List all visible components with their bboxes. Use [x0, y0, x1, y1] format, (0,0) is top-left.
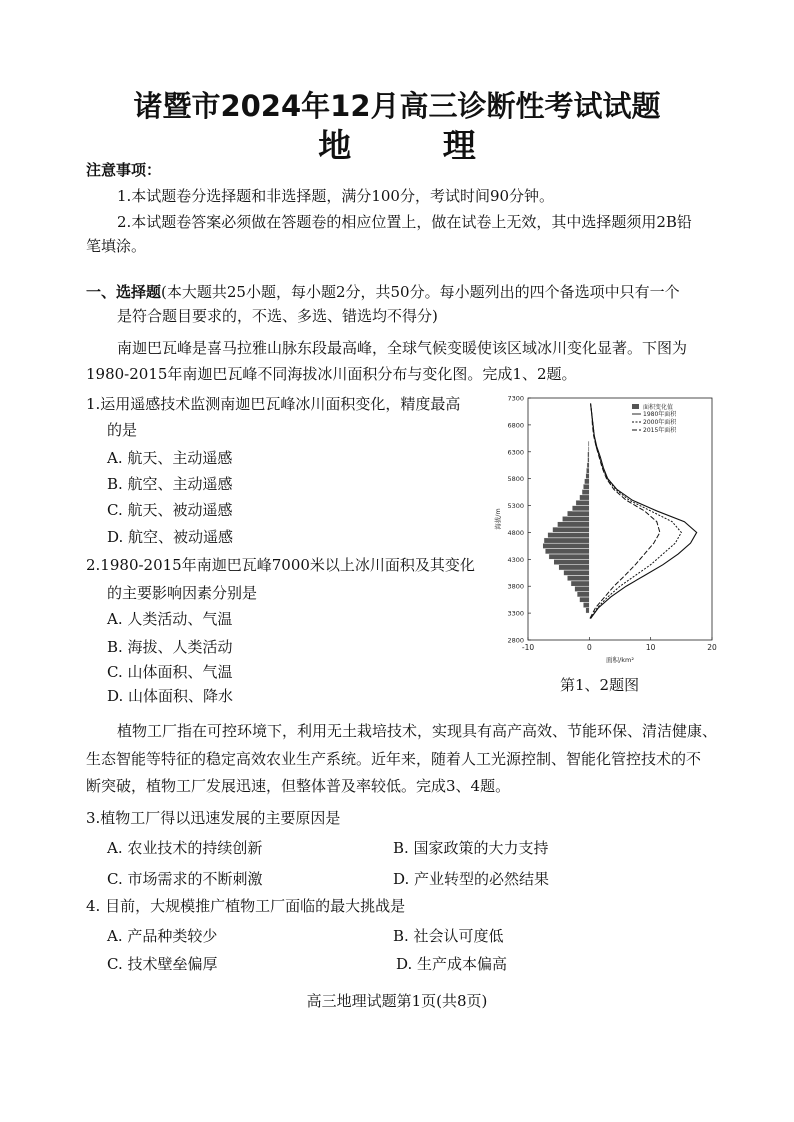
exam-title: 诸暨市2024年12月高三诊断性考试试题: [133, 89, 661, 123]
area-change-bar: [548, 532, 590, 537]
area-change-bar: [562, 516, 589, 521]
plot-frame: [528, 398, 712, 640]
area-change-bar: [577, 592, 589, 597]
area-change-bar: [588, 441, 589, 446]
area-change-bar: [544, 538, 589, 543]
question-3-stem: 3.植物工厂得以迅速发展的主要原因是: [86, 809, 341, 827]
passage-2-line-3: 断突破，植物工厂发展迅速，但整体普及率较低。完成3、4题。: [86, 777, 511, 795]
area-change-bar: [584, 479, 589, 484]
y-tick-label: 7300: [507, 394, 524, 403]
area-change-bar: [543, 543, 590, 548]
passage-2-line-2: 生态智能等特征的稳定高效农业生产系统。近年来，随着人工光源控制、智能化管控技术的不: [86, 750, 702, 768]
question-3-option-d: D. 产业转型的必然结果: [393, 870, 550, 888]
area-change-bar: [567, 575, 589, 580]
area-change-bar: [586, 473, 590, 478]
question-4-option-a: A. 产品种类较少: [107, 927, 218, 945]
area-change-bar: [572, 506, 589, 511]
area-change-bar: [576, 500, 589, 505]
question-3-option-b: B. 国家政策的大力支持: [393, 839, 549, 857]
area-change-bar: [586, 468, 589, 473]
area-change-bar: [567, 511, 589, 516]
area-change-bar: [582, 489, 589, 494]
y-tick-label: 3800: [507, 582, 524, 591]
y-tick-label: 6300: [507, 448, 524, 457]
notes-item-1: 1.本试题卷分选择题和非选择题，满分100分，考试时间90分钟。: [117, 187, 555, 205]
y-tick-label: 5800: [507, 475, 524, 484]
notes-heading: 注意事项：: [86, 161, 162, 179]
y-tick-label: 3300: [507, 609, 524, 618]
area-change-bar: [549, 554, 589, 559]
figure-caption: 第1、2题图: [560, 676, 640, 694]
y-tick-label: 4800: [507, 528, 524, 537]
area-change-bar: [545, 549, 589, 554]
area-change-bar: [580, 597, 590, 602]
section-description-line-2: 是符合题目要求的，不选、多选、错选均不得分): [117, 307, 438, 325]
area-change-bar: [559, 565, 590, 570]
question-3-option-a: A. 农业技术的持续创新: [107, 839, 263, 857]
question-2-option-a: A. 人类活动、气温: [107, 610, 233, 628]
page-footer: 高三地理试题第1页(共8页): [306, 992, 488, 1010]
x-tick-label: 10: [645, 643, 656, 652]
legend-swatch-change: [632, 404, 639, 409]
area-change-bar: [587, 463, 589, 468]
passage-2-line-1: 植物工厂指在可控环境下，利用无土栽培技术，实现具有高产高效、节能环保、清洁健康、: [117, 722, 718, 740]
y-axis-label: 海拔/m: [494, 508, 502, 530]
y-tick-label: 2800: [507, 636, 524, 645]
legend-label-series-2: 2000年面积: [643, 419, 677, 426]
area-change-bar: [571, 581, 589, 586]
question-4-option-d: D. 生产成本偏高: [396, 955, 508, 973]
question-3-option-c: C. 市场需求的不断刺激: [107, 870, 263, 888]
x-tick-label: 0: [586, 643, 592, 652]
passage-1-line-2: 1980-2015年南迦巴瓦峰不同海拔冰川面积分布与变化图。完成1、2题。: [86, 365, 577, 383]
question-4-stem: 4. 目前，大规模推广植物工厂面临的最大挑战是: [86, 897, 406, 915]
area-change-bar: [554, 559, 590, 564]
y-tick-label: 4300: [507, 555, 524, 564]
area-change-bar: [575, 586, 590, 591]
question-4-option-c: C. 技术壁垒偏厚: [107, 955, 218, 973]
legend-label-change: 面积变化值: [643, 404, 674, 411]
passage-1-line-1: 南迦巴瓦峰是喜马拉雅山脉东段最高峰，全球气候变暖使该区域冰川变化显著。下图为: [117, 339, 688, 357]
section-heading: 一、选择题: [86, 283, 162, 301]
glacier-area-chart: [490, 388, 730, 666]
area-change-bar: [553, 527, 590, 532]
x-axis-label: 面积/km²: [606, 656, 634, 664]
section-heading-line-1: [86, 282, 680, 302]
y-tick-label: 6800: [507, 421, 524, 430]
subject-title: 地 理: [318, 126, 516, 165]
question-1-option-c: C. 航天、被动遥感: [107, 501, 233, 519]
question-1-option-b: B. 航空、主动遥感: [107, 475, 233, 493]
question-2-option-c: C. 山体面积、气温: [107, 663, 233, 681]
y-tick-label: 5300: [507, 502, 524, 511]
x-tick-label: 20: [707, 643, 717, 652]
question-1-stem-line-1: 1.运用遥感技术监测南迦巴瓦峰冰川面积变化，精度最高: [86, 395, 461, 413]
area-change-bar: [564, 570, 590, 575]
question-1-option-a: A. 航天、主动遥感: [107, 449, 233, 467]
question-2-stem-line-1: 2.1980-2015年南迦巴瓦峰7000米以上冰川面积及其变化: [86, 556, 475, 574]
area-change-bar: [583, 602, 589, 607]
question-4-option-b: B. 社会认可度低: [393, 927, 504, 945]
area-change-bar: [588, 446, 589, 451]
legend-label-series-3: 2015年面积: [643, 427, 677, 434]
question-1-stem-line-2: 的是: [107, 421, 138, 439]
area-change-bar: [587, 457, 589, 462]
question-2-stem-line-2: 的主要影响因素分别是: [107, 584, 258, 602]
area-change-bar: [583, 484, 589, 489]
area-change-bar: [587, 452, 589, 457]
notes-item-2-line-1: 2.本试题卷答案必须做在答题卷的相应位置上，做在试卷上无效，其中选择题须用2B铅: [117, 213, 692, 231]
question-1-option-d: D. 航空、被动遥感: [107, 528, 234, 546]
question-2-option-d: D. 山体面积、降水: [107, 687, 234, 705]
area-change-bar: [580, 495, 590, 500]
area-change-bar: [586, 608, 590, 613]
notes-item-2-line-2: 笔填涂。: [86, 237, 147, 255]
legend-label-series-1: 1980年面积: [643, 411, 677, 418]
x-tick-label: -10: [521, 643, 535, 652]
area-change-bar: [557, 522, 589, 527]
question-2-option-b: B. 海拔、人类活动: [107, 638, 233, 656]
section-description: (本大题共25小题，每小题2分，共50分。每小题列出的四个备选项中只有一个: [161, 283, 680, 301]
